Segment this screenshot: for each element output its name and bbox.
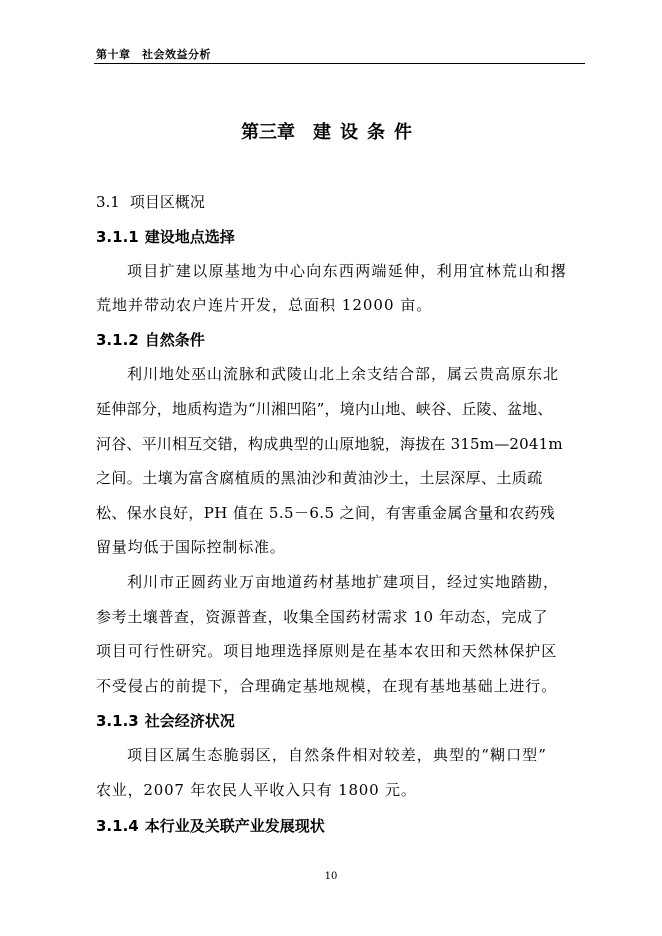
- page-number: 10: [324, 871, 338, 882]
- running-header: 第十章 社会效益分析: [96, 48, 211, 61]
- chapter-title: [0, 118, 662, 144]
- subsection-heading: [96, 710, 235, 731]
- paragraph-line: 延伸部分，地质构造为“川湘凹陷”，境内山地、峡谷、丘陵、盆地、: [96, 400, 553, 418]
- paragraph-line: 项目扩建以原基地为中心向东西两端延伸，利用宜林荒山和撂: [127, 262, 568, 280]
- paragraph-line: 利川地处巫山流脉和武陵山北上余支结合部，属云贵高原东北: [127, 365, 560, 383]
- paragraph-line: 项目区属生态脆弱区，自然条件相对较差，典型的“糊口型”: [127, 746, 548, 764]
- section-number: 3.1: [96, 193, 120, 211]
- subsection-title: 自然条件: [144, 331, 205, 349]
- subsection-heading: [96, 329, 205, 350]
- chapter-number: 第三章: [241, 122, 295, 143]
- paragraph-line: 参考土壤普查，资源普查，收集全国药材需求 10 年动态，完成了: [96, 608, 549, 626]
- paragraph-line: 河谷、平川相互交错，构成典型的山原地貌，海拔在 315m—2041m: [96, 435, 563, 453]
- paragraph-line: 之间。土壤为富含腐植质的黑油沙和黄油沙土，土层深厚、土质疏: [96, 469, 543, 487]
- subsection-title: 社会经济状况: [144, 712, 235, 730]
- paragraph-line: 荒地并带动农户连片开发，总面积 12000 亩。: [96, 296, 433, 314]
- section-heading: [96, 191, 205, 212]
- subsection-number: 3.1.2: [96, 331, 139, 349]
- paragraph-line: 农业，2007 年农民人平收入只有 1800 元。: [96, 781, 417, 799]
- chapter-name: 建设条件: [313, 122, 421, 143]
- subsection-heading: [96, 815, 325, 836]
- subsection-number: 3.1.1: [96, 228, 139, 246]
- paragraph-line: 不受侵占的前提下，合理确定基地规模，在现有基地基础上进行。: [96, 677, 558, 695]
- paragraph-line: 项目可行性研究。项目地理选择原则是在基本农田和天然林保护区: [96, 642, 558, 660]
- subsection-heading: [96, 226, 235, 247]
- section-title: 项目区概况: [129, 193, 205, 211]
- paragraph-line: 松、保水良好，PH 值在 5.5－6.5 之间，有害重金属含量和农药残: [96, 504, 556, 522]
- paragraph-line: 利川市正圆药业万亩地道药材基地扩建项目，经过实地踏勘，: [127, 573, 560, 591]
- subsection-number: 3.1.3: [96, 712, 139, 730]
- paragraph-line: 留量均低于国际控制标准。: [96, 538, 286, 556]
- header-rule: [94, 63, 585, 64]
- subsection-number: 3.1.4: [96, 817, 139, 835]
- subsection-title: 本行业及关联产业发展现状: [144, 817, 325, 835]
- subsection-title: 建设地点选择: [144, 228, 235, 246]
